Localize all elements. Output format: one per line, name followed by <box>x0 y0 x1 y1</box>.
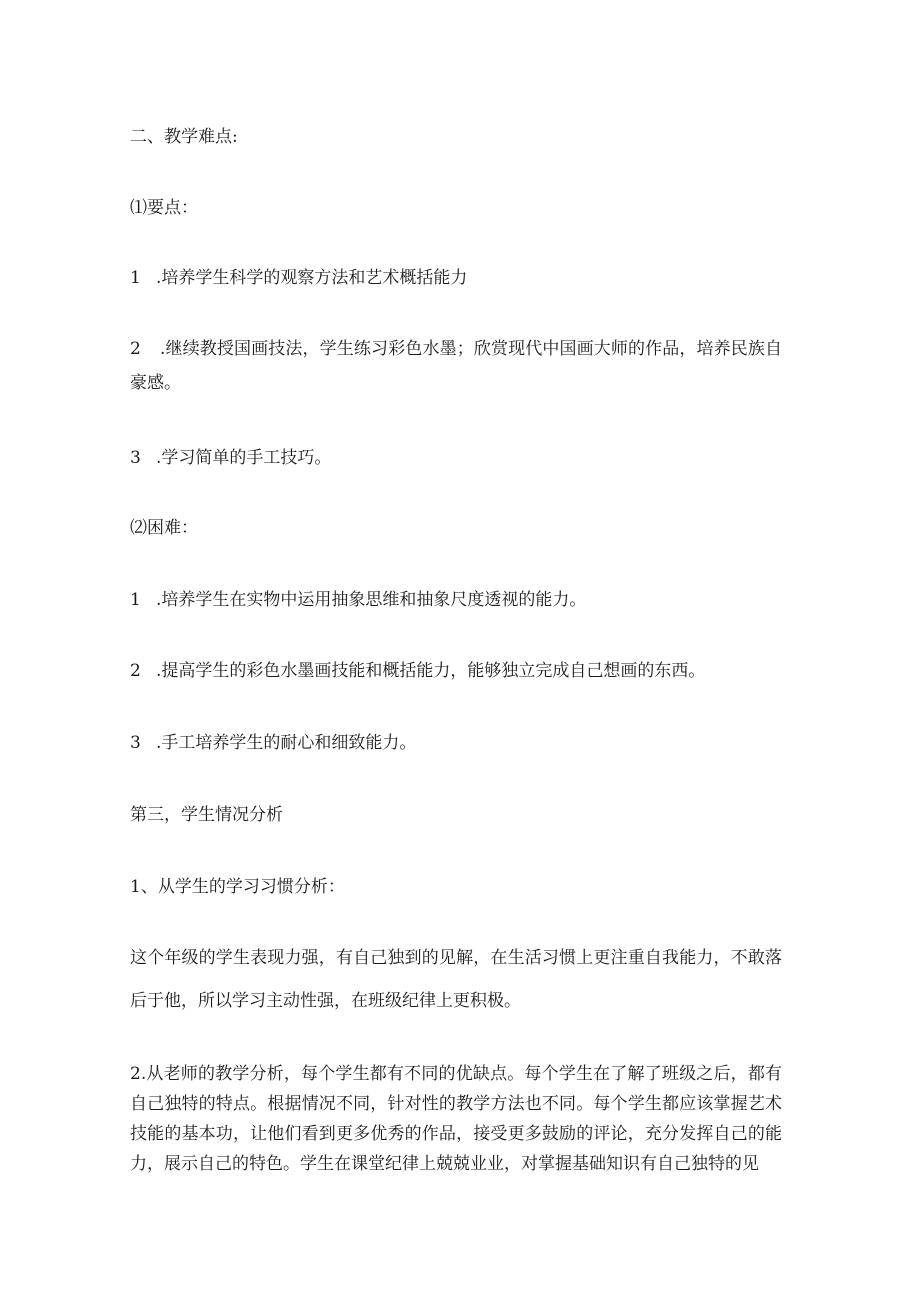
difficulty-1-number: 1 <box>130 590 141 610</box>
key-point-3-text: .学习简单的手工技巧。 <box>156 448 332 468</box>
difficulty-3-number: 3 <box>130 733 141 753</box>
key-point-3 <box>130 448 331 468</box>
difficulty-2-number: 2 <box>130 661 141 681</box>
teacher-paragraph: 2.从老师的教学分析，每个学生都有不同的优缺点。每个学生在了解了班级之后，都有自己独特的特点。根据情况不同，针对性的教学方法也不同。每个学生都应该掌握艺术技能的基本功，让他们看到更多优秀的作品，接受更多鼓励的评论，充分发挥自己的能力，展示自己的特色。学生在课堂纪律上兢兢业业，对掌握基础知识有自己独特的见 <box>130 1064 782 1174</box>
key-point-2-number: 2 <box>130 339 141 359</box>
key-point-2-text: .继续教授国画技法，学生练习彩色水墨；欣赏现代中国画大师的作品，培养民族自豪感。 <box>130 339 782 393</box>
difficulty-heading: 二、教学难点: <box>130 127 238 147</box>
key-point-3-number: 3 <box>130 448 141 468</box>
difficulty-1 <box>130 590 586 610</box>
key-point-1-text: .培养学生科学的观察方法和艺术概括能力 <box>156 268 468 288</box>
habit-heading: 1、从学生的学习习惯分析： <box>130 877 345 897</box>
difficulty-3 <box>130 733 416 753</box>
key-point-1-number: 1 <box>130 268 141 288</box>
key-point-1 <box>130 268 467 288</box>
key-point-2 <box>130 332 782 400</box>
habit-paragraph: 这个年级的学生表现力强，有自己独到的见解，在生活习惯上更注重自我能力，不敢落后于他，所以学习主动性强，在班级纪律上更积极。 <box>130 948 782 1011</box>
difficulty-2 <box>130 661 705 681</box>
difficulty-2-text: .提高学生的彩色水墨画技能和概括能力，能够独立完成自己想画的东西。 <box>156 661 706 681</box>
difficulty-3-text: .手工培养学生的耐心和细致能力。 <box>156 733 417 753</box>
key-points-heading: ⑴要点： <box>130 198 198 218</box>
difficulties-heading: ⑵困难： <box>130 518 198 538</box>
analysis-heading: 第三，学生情况分析 <box>130 805 283 825</box>
difficulty-1-text: .培养学生在实物中运用抽象思维和抽象尺度透视的能力。 <box>156 590 587 610</box>
